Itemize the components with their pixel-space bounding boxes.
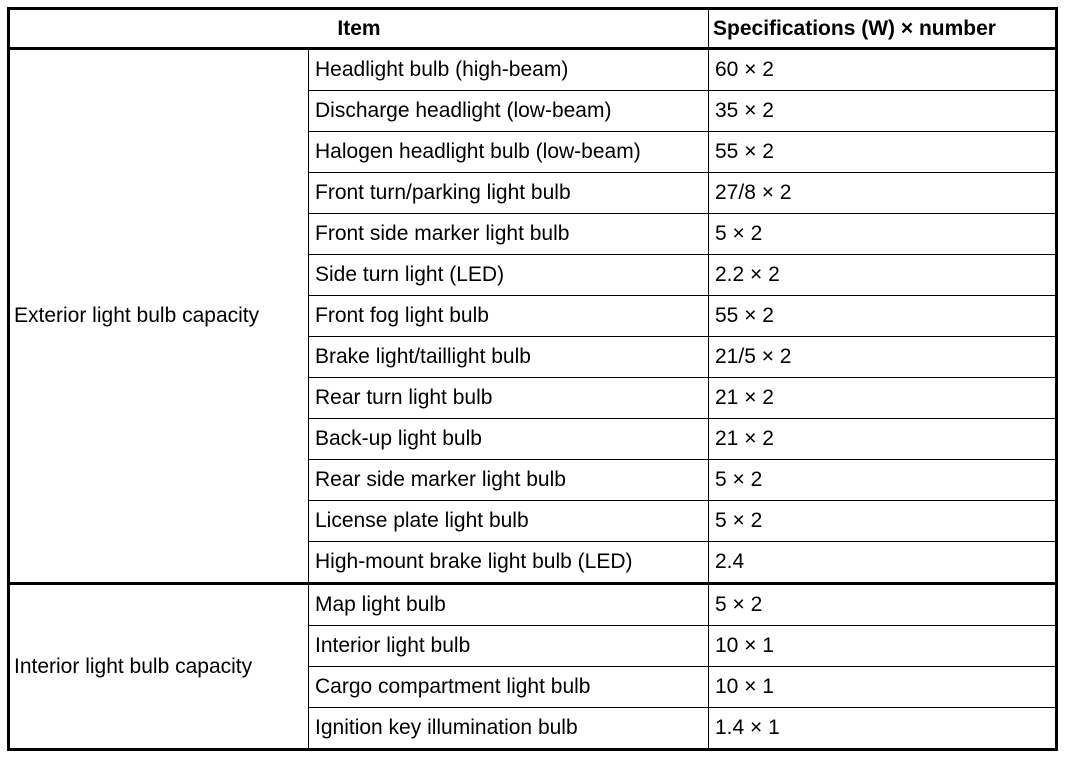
spec-value-cell: 21 × 2 [709,378,1057,419]
spec-value-cell: 2.4 [709,542,1057,584]
item-cell: Interior light bulb [309,626,709,667]
item-cell: Halogen headlight bulb (low-beam) [309,132,709,173]
item-cell: Ignition key illumination bulb [309,708,709,750]
spec-value-cell: 10 × 1 [709,667,1057,708]
table-row [9,49,1057,91]
item-cell: Rear side marker light bulb [309,460,709,501]
item-cell: License plate light bulb [309,501,709,542]
specifications-column-header: Specifications (W) × number [709,9,1057,49]
bulb-specifications-table [7,7,1058,751]
item-cell: Rear turn light bulb [309,378,709,419]
interior-group [9,584,1057,750]
spec-value-cell: 21/5 × 2 [709,337,1057,378]
spec-value-cell: 1.4 × 1 [709,708,1057,750]
spec-value-cell: 21 × 2 [709,419,1057,460]
header-row [9,9,1057,49]
item-cell: Map light bulb [309,584,709,626]
item-cell: High-mount brake light bulb (LED) [309,542,709,584]
item-cell: Front side marker light bulb [309,214,709,255]
group-label: Interior light bulb capacity [9,584,309,750]
item-cell: Front turn/parking light bulb [309,173,709,214]
spec-value-cell: 5 × 2 [709,584,1057,626]
item-cell: Brake light/taillight bulb [309,337,709,378]
spec-value-cell: 27/8 × 2 [709,173,1057,214]
spec-value-cell: 10 × 1 [709,626,1057,667]
item-column-header: Item [9,9,709,49]
item-cell: Side turn light (LED) [309,255,709,296]
spec-value-cell: 60 × 2 [709,49,1057,91]
spec-value-cell: 5 × 2 [709,501,1057,542]
item-cell: Cargo compartment light bulb [309,667,709,708]
spec-value-cell: 55 × 2 [709,296,1057,337]
item-cell: Discharge headlight (low-beam) [309,91,709,132]
exterior-group [9,49,1057,584]
spec-value-cell: 55 × 2 [709,132,1057,173]
spec-value-cell: 5 × 2 [709,214,1057,255]
spec-value-cell: 35 × 2 [709,91,1057,132]
table-row [9,584,1057,626]
item-cell: Headlight bulb (high-beam) [309,49,709,91]
group-label: Exterior light bulb capacity [9,49,309,584]
spec-value-cell: 5 × 2 [709,460,1057,501]
table-header [9,9,1057,49]
spec-value-cell: 2.2 × 2 [709,255,1057,296]
item-cell: Back-up light bulb [309,419,709,460]
item-cell: Front fog light bulb [309,296,709,337]
